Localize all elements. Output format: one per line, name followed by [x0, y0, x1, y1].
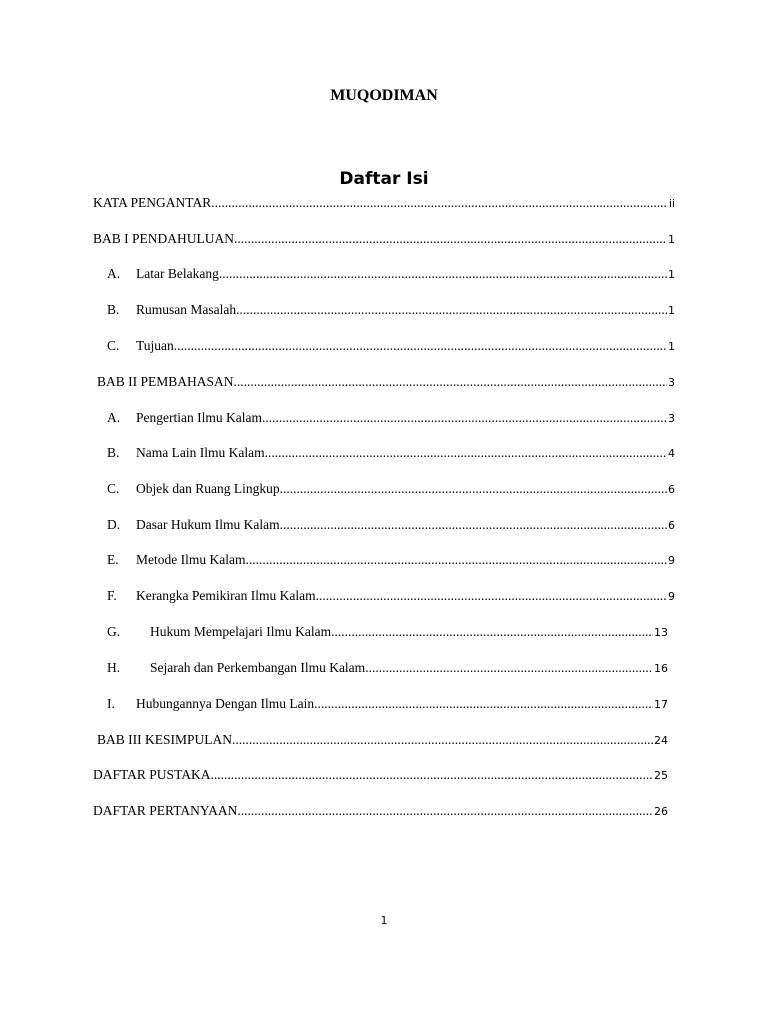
toc-entry-marker: A.	[107, 410, 121, 425]
toc-entry-marker: E.	[107, 552, 119, 567]
toc-entry[interactable]	[93, 659, 668, 677]
toc-entry-page: 6	[668, 519, 675, 532]
toc-entry-leader-dots	[232, 731, 653, 749]
toc-entry-page: 4	[668, 447, 675, 460]
toc-entry-page: 24	[654, 734, 668, 747]
toc-entry-leader-dots	[365, 659, 653, 677]
toc-entry-leader-dots	[262, 409, 667, 427]
toc-entry[interactable]	[93, 802, 668, 820]
toc-entry-label: Kerangka Pemikiran Ilmu Kalam	[136, 588, 316, 603]
page-title: MUQODIMAN	[330, 87, 438, 104]
toc-entry-label: Tujuan.	[136, 338, 178, 353]
toc-entry-page: 1	[668, 304, 675, 317]
toc-entry-leader-dots	[237, 802, 653, 820]
toc-entry[interactable]	[93, 731, 668, 749]
toc-entry-label: Dasar Hukum Ilmu Kalam	[136, 517, 280, 532]
toc-entry-page: 1	[668, 268, 675, 281]
toc-entry[interactable]	[93, 695, 668, 713]
toc-entry-label: Pengertian Ilmu Kalam	[136, 410, 262, 425]
toc-entry-leader-dots	[245, 551, 667, 569]
toc-heading: Daftar Isi	[339, 169, 429, 189]
toc-entry-label: BAB I PENDAHULUAN	[93, 231, 234, 246]
toc-entry-label: DAFTAR PUSTAKA	[93, 767, 211, 782]
toc-entry[interactable]	[93, 551, 675, 569]
toc-entry[interactable]	[93, 623, 668, 641]
toc-entry[interactable]	[93, 409, 675, 427]
toc-entry-page: 17	[654, 698, 668, 711]
toc-entry-label: Hubungannya Dengan Ilmu Lain	[136, 696, 315, 711]
toc-entry-marker: G.	[107, 624, 121, 639]
toc-entry[interactable]	[93, 516, 675, 534]
toc-entry-label: Sejarah dan Perkembangan Ilmu Kalam	[150, 660, 366, 675]
toc-entry-label: BAB III KESIMPULAN	[97, 732, 232, 747]
toc-entry-marker: F.	[107, 588, 117, 603]
toc-entry[interactable]	[93, 265, 675, 283]
toc-entry-page: 3	[668, 376, 675, 389]
toc-entry-page: 25	[654, 769, 668, 782]
toc-entry-leader-dots	[177, 337, 667, 355]
toc-entry-label: Objek dan Ruang Lingkup	[136, 481, 280, 496]
toc-entry[interactable]	[93, 230, 675, 248]
toc-entry-page: ii	[668, 197, 675, 210]
toc-entry-leader-dots	[234, 230, 667, 248]
toc-entry-page: 1	[668, 233, 675, 246]
toc-entry-label: Hukum Mempelajari Ilmu Kalam	[150, 624, 332, 639]
toc-entry-page: 16	[654, 662, 668, 675]
toc-entry[interactable]	[93, 587, 675, 605]
toc-entry-label: Rumusan Masalah	[136, 302, 237, 317]
toc-entry-page: 1	[668, 340, 675, 353]
toc-entry-page: 9	[668, 554, 675, 567]
toc-entry-marker: D.	[107, 517, 121, 532]
toc-entry[interactable]	[93, 194, 675, 212]
toc-entry-marker: B.	[107, 445, 120, 460]
toc-entry-page: 9	[668, 590, 675, 603]
toc-entry-label: Nama Lain Ilmu Kalam	[136, 445, 265, 460]
toc-entry[interactable]	[93, 373, 675, 391]
toc-entry-leader-dots	[219, 265, 667, 283]
page-number: 1	[380, 914, 388, 927]
toc-entry-label: Metode Ilmu Kalam	[136, 552, 246, 567]
toc-entry-leader-dots	[210, 766, 653, 784]
toc-entry-leader-dots	[316, 587, 667, 605]
toc-entry-page: 3	[668, 412, 675, 425]
toc-entry-leader-dots	[234, 373, 667, 391]
toc-entry-leader-dots	[280, 480, 667, 498]
toc-entry-page: 26	[654, 805, 668, 818]
toc-entry-label: Latar Belakang	[136, 266, 219, 281]
toc-entry-label: KATA PENGANTAR	[93, 195, 212, 210]
toc-entry-label: BAB II PEMBAHASAN	[97, 374, 234, 389]
toc-entry-marker: A.	[107, 266, 121, 281]
toc-entry-marker: B.	[107, 302, 120, 317]
toc-entry[interactable]	[93, 444, 675, 462]
toc-entry[interactable]	[93, 766, 668, 784]
toc-entry-marker: C.	[107, 481, 120, 496]
toc-entry-leader-dots	[331, 623, 653, 641]
toc-entry[interactable]	[93, 337, 675, 355]
toc-entry-leader-dots	[211, 194, 668, 212]
toc-entry-leader-dots	[314, 695, 653, 713]
toc-entry-leader-dots	[280, 516, 667, 534]
toc-entry-leader-dots	[265, 444, 667, 462]
toc-entry-marker: H.	[107, 660, 121, 675]
toc-entry[interactable]	[93, 480, 675, 498]
toc-entry-leader-dots	[236, 301, 667, 319]
toc-entry-marker: C.	[107, 338, 120, 353]
toc-entry-label: DAFTAR PERTANYAAN	[93, 803, 238, 818]
toc-entry[interactable]	[93, 301, 675, 319]
toc-entry-page: 6	[668, 483, 675, 496]
toc-entry-page: 13	[654, 626, 668, 639]
toc-entry-marker: I.	[107, 696, 115, 711]
